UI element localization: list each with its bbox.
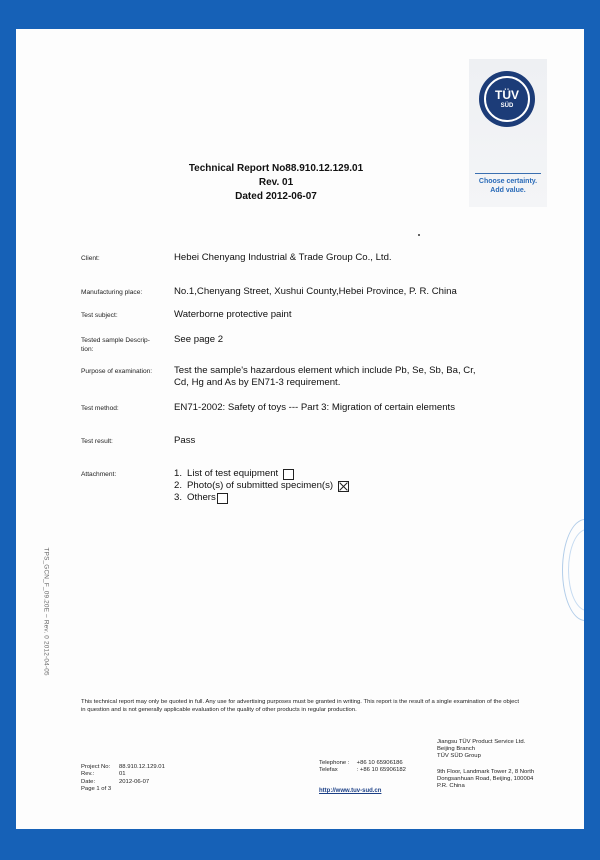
attachment-number: 1. (174, 468, 183, 479)
field-value (174, 365, 534, 389)
field-label-line-1: Tested sample Descrip- (81, 337, 150, 344)
footer-value: 01 (119, 771, 126, 778)
footer-key: Project No: (81, 764, 111, 770)
checked-box-icon (338, 481, 349, 492)
field-label: Test method: (81, 405, 119, 412)
tuv-logo-panel (469, 59, 547, 207)
footer-website-link[interactable]: http://www.tuv-sud.cn (319, 788, 382, 794)
footer-spacer (437, 761, 534, 769)
field-value: See page 2 (174, 334, 224, 345)
footer-key: Telephone : (319, 760, 350, 766)
field-value-line-2: Cd, Hg and As by EN71-3 requirement. (174, 377, 341, 388)
logo-divider (475, 173, 541, 174)
footer-key: Date: (81, 778, 96, 785)
footer-telephone-row (319, 760, 406, 767)
attachment-text: Others (187, 492, 216, 503)
field-label: Test subject: (81, 312, 118, 319)
attachment-text: List of test equipment (187, 468, 279, 479)
attachment-number: 2. (174, 480, 183, 491)
report-page (16, 29, 584, 829)
footer-project-row (81, 764, 165, 771)
logo-sub: SÜD (500, 103, 514, 109)
stray-dot (418, 234, 420, 236)
field-label: Attachment: (81, 471, 117, 478)
report-title: Technical Report No88.910.12.129.01 (188, 163, 364, 174)
field-label (81, 336, 169, 354)
field-label: Client: (81, 255, 100, 262)
attachment-item (174, 492, 349, 504)
field-value: Hebei Chenyang Industrial & Trade Group Co., Ltd. (174, 252, 392, 263)
footer-address-3: P.R. China (437, 783, 465, 790)
footer-rev-row (81, 771, 165, 778)
field-value: Waterborne protective paint (174, 309, 292, 320)
unchecked-box-icon (217, 493, 228, 504)
field-label: Manufacturing place: (81, 289, 143, 296)
attachment-item (174, 468, 349, 480)
tuv-logo-icon (479, 71, 535, 127)
disclaimer-text: This technical report may only be quoted in full. Any use for advertising purposes must be granted in writing. This report is the result of a single examination of the object in question and is not generally applicable evaluation of the quality of other products in regular production. (81, 699, 519, 713)
logo-tagline-2: Add value. (490, 187, 526, 194)
footer-contact (319, 760, 406, 775)
footer-company-1: Jiangsu TÜV Product Service Ltd. (437, 739, 526, 745)
footer-address-2: Dongsanhuan Road, Beijing, 100004 (437, 775, 534, 782)
logo-mark: TÜV (495, 88, 519, 102)
logo-tagline-1: Choose certainty. (478, 178, 538, 185)
footer-page: Page 1 of 3 (81, 786, 112, 793)
logo-tagline (469, 177, 547, 195)
unchecked-box-icon (283, 469, 294, 480)
report-date: Dated 2012-06-07 (235, 191, 317, 202)
footer-value: : +86 10 65906182 (356, 767, 406, 774)
field-value: No.1,Chenyang Street, Xushui County,Hebei Province, P. R. China (174, 286, 457, 297)
attachment-text: Photo(s) of submitted specimen(s) (187, 480, 334, 491)
footer-key: Telefax (319, 767, 338, 774)
attachment-item (174, 480, 349, 492)
report-rev: Rev. 01 (258, 177, 294, 188)
footer-telefax-row (319, 767, 406, 774)
field-label: Purpose of examination: (81, 368, 153, 375)
attachment-number: 3. (174, 492, 183, 503)
footer-company-address (437, 739, 534, 790)
footer-value: +86 10 65906186 (356, 760, 403, 766)
field-value: EN71-2002: Safety of toys --- Part 3: Migration of certain elements (174, 402, 456, 413)
footer-key: Rev.: (81, 771, 95, 778)
attachment-list (174, 468, 349, 504)
report-title-block (166, 162, 386, 204)
footer-address-1: 9th Floor, Landmark Tower 2, 8 North (437, 768, 535, 775)
footer-company-3: TÜV SÜD Group (437, 753, 481, 760)
footer-project-info (81, 764, 165, 794)
footer-company-2: Beijing Branch (437, 746, 475, 753)
field-value: Pass (174, 435, 196, 446)
field-label-line-2: tion: (81, 346, 94, 353)
footer-value: 2012-06-07 (119, 778, 150, 785)
form-code: TPS_GCN_F_09.20E – Rev. 0 2012-04-05 (42, 547, 50, 676)
field-value-line-1: Test the sample's hazardous element which include Pb, Se, Sb, Ba, Cr, (174, 365, 476, 376)
field-label: Test result: (81, 438, 113, 445)
footer-value: 88.910.12.129.01 (119, 764, 165, 770)
footer-date-row (81, 779, 165, 786)
